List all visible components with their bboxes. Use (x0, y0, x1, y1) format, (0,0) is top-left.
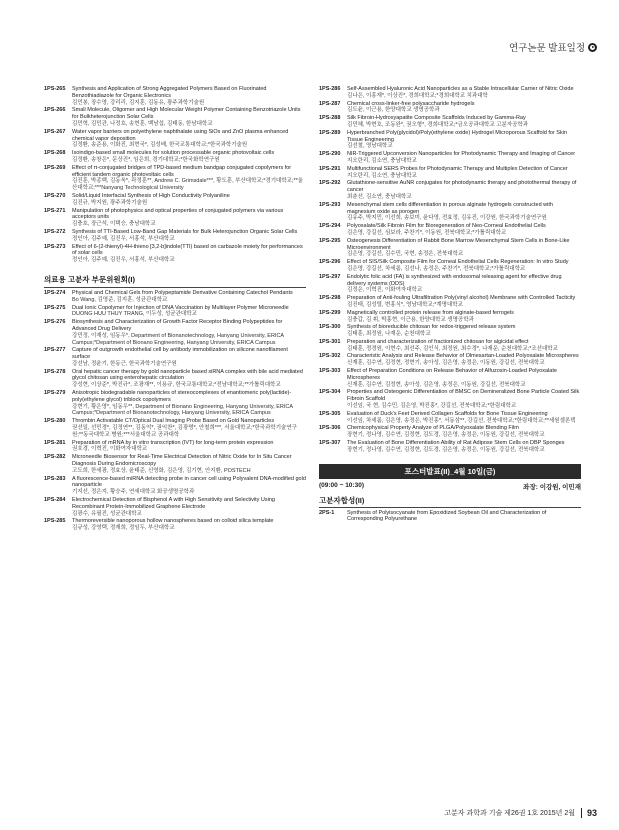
entry-authors: 최춘선, 김소연, 충남대학교 (347, 193, 412, 200)
entry-body (347, 259, 581, 273)
entry-title: Polyoxalate/Silk Fibroin Film for Bioregeneration of Neo-Corneal Endothelial Cells (347, 223, 546, 230)
page-footer (444, 808, 597, 818)
entry-authors: 김진규, 박지원, 광주과학기술원 (72, 199, 148, 206)
entry-body (72, 418, 306, 438)
entry-id: 1PS-292 (319, 180, 341, 187)
entry-id: 1PS-298 (319, 295, 341, 302)
entry-body (347, 440, 581, 454)
entry-id: 1PS-304 (319, 389, 341, 396)
entry-title: The Evaluation of Bone Differentiation Ability of Rat Adipose Stem Cells on DBP Sponges (347, 440, 565, 447)
entry-title: Oral hepatic cancer therapy by gold nanoparticle based siRNA complex with bile acid mediated glycol chitosan using enterohepatic circulation (72, 368, 303, 382)
list-item (319, 425, 581, 439)
list-item (44, 129, 306, 149)
entry-title: Isoindigo-based small molecules for solution processable organic photovoltaic cells (72, 150, 275, 157)
entry-title: Anisotropic biodegradable nanoparticles of stereocomplexes of enantiomeric poly(lactide)-poly(ethylene glycol) triblock copolymers (72, 390, 292, 403)
entry-authors: 김정은, 이혁진, 이화여자대학교 (347, 287, 423, 294)
entry-authors: 장현기, 정나영, 김수연, 김정현, 김도경, 김은영, 송정은, 이동원, 강길선, 전북대학교 (347, 446, 545, 453)
entry-id: 1PS-282 (44, 454, 66, 461)
entry-authors: 김나은, 이흥재*, 이상진*, 경희대학교;*경희대학교 치과대학 (347, 92, 488, 99)
entry-title: Magnetically controlled protein release from alginate-based ferrogels (347, 309, 514, 316)
list-item (319, 353, 581, 367)
entry-authors: 김은영, 강길선, 차세롬, 김선나, 송정은, 주찬기*, 전북대학교;*가톨릭대학교 (347, 265, 526, 272)
entry-body (72, 347, 306, 367)
entry-body (72, 305, 306, 319)
list-item (319, 238, 581, 258)
entry-title: Preparation of mRNA by in vitro transcription (IVT) for long-term protein expression (72, 439, 274, 446)
entry-authors: 고도희, 한세광, 정효상, 윤태준, 신영화, 김은영, 김기현, 안지환, POSTECH (72, 467, 251, 474)
list-item (319, 295, 581, 309)
list-item (319, 86, 581, 100)
entry-body (347, 101, 581, 115)
entry-id: 1PS-272 (44, 228, 66, 235)
entry-authors: 김민혁, 김민관, 나정호, 송현훈, 백남섭, 김태동, 한남대학교 (72, 120, 213, 127)
entry-body (72, 319, 306, 346)
entry-title: Synthesis of TTI-Based Low-Band Gap Materials for Bulk Heterojunction Organic Solar Cells (72, 228, 298, 235)
entry-body (72, 193, 306, 207)
entry-title: Glutathione-sensitive AuNR conjugates for photodynamic therapy and photothermal therapy of cancer (347, 180, 577, 194)
entry-id: 1PS-283 (44, 475, 66, 482)
entry-authors: Bo Wang, 김영준, 김지훈, 성균관대학교 (72, 296, 168, 303)
entry-authors: 김태훈, 최정원, 나재운, 순천대학교 (347, 331, 431, 338)
entry-authors: 김충호, 장근석, 이택승, 충남대학교 (72, 221, 156, 228)
entry-authors: 김태훈, 정경원, 이현수, 최선주, 김인식, 최정원, 최수경*, 나재운, 순천대학교;*조선대학교 (347, 345, 558, 352)
entry-authors: 김진태, 김성렬, 변홍식*, 영남대학교;*계명대학교 (347, 301, 463, 308)
entry-title: Microneedle Biosensor for Real-Time Electrical Detection of Nitric Oxide for In Situ Cancer Diagnosis During Endomicroscopy (72, 454, 292, 468)
list-item (44, 369, 306, 389)
entry-title: Effect of π-conjugated bridges of TPD-based medium bandgap conjugated copolymers for efficient tandem organic photovoltaic cells (72, 164, 292, 178)
entry-title: Solid/Liquid Interfacial Synthesis of High Conductivity Polyaniline (72, 192, 230, 199)
entry-body (347, 274, 581, 294)
entry-id: 1PS-299 (319, 309, 341, 316)
list-item (44, 476, 306, 496)
entry-title: Chemicophysical Property Analyze of PLGA/Polyoxalate Blending Film (347, 425, 519, 432)
entry-id: 1PS-275 (44, 304, 66, 311)
list-item (319, 440, 581, 454)
entry-id: 1PS-294 (319, 223, 341, 230)
entry-authors: 강선남, 정윤기, 한동근, 한국과학기술연구원 (72, 360, 177, 367)
entry-title: Physical and Chemical Gels from Polypeptamide Derivative Containing Catechol Pendants (72, 289, 293, 296)
list-item (319, 180, 581, 200)
entry-id: 1PS-301 (319, 338, 341, 345)
entry-title: Preparation of Anti-fouling Ultrafiltration Poly(vinyl alcohol) Membrane with Controlled Tacticity (347, 295, 576, 302)
list-item (319, 411, 581, 425)
list-item (319, 324, 581, 338)
entry-title: Endolytic folic acid (FA) is synthesized with endosomal releasing agent for effective drug delivery systems (DDS) (347, 273, 562, 287)
entry-body (72, 208, 306, 228)
entry-title: Electrochemical Detection of Bisphenol A with High Sensitivity and Selectivity Using Recombinant Protein-Immobilized Graphene Electrode (72, 497, 275, 510)
entry-body (72, 497, 306, 517)
entry-body (347, 324, 581, 338)
entry-body (347, 223, 581, 237)
entry-title: Properties and Osteogenic Differentiation of BMSC on Demineralized Bone Particle Coated Silk Fibroin Scaffold (347, 389, 580, 403)
entry-body (347, 425, 581, 439)
banner-time: (09:00 ~ 10:30) (319, 481, 364, 489)
right-entries-end (319, 510, 581, 524)
entry-authors: 권호경, 이혁진, 이화여자대학교 (72, 446, 148, 453)
entry-id: 1PS-265 (44, 86, 66, 92)
entry-id: 1PS-295 (319, 237, 341, 244)
entry-body (347, 295, 581, 309)
entry-body (72, 518, 306, 532)
entry-id: 1PS-278 (44, 368, 66, 375)
entry-title: Capture of outgrowth endothelial cell by antibody immobilization on silicone nanofilament surface (72, 347, 288, 361)
entry-title: Preparation and characterization of fractionized chitosan for algicidal effect (347, 338, 529, 345)
entry-body (347, 115, 581, 129)
list-item (44, 440, 306, 454)
list-item (44, 150, 306, 164)
right-entries (319, 86, 581, 454)
entry-body (347, 238, 581, 258)
list-item (44, 107, 306, 127)
entry-body (347, 353, 581, 367)
entry-id: 1PS-291 (319, 165, 341, 172)
entry-body (72, 290, 306, 304)
list-item (319, 101, 581, 115)
entry-title: Manipulation of photophysics and optical properties of conjugated polymers via various acceptors units (72, 207, 284, 221)
list-item (44, 418, 306, 438)
entry-id: 1PS-279 (44, 390, 66, 397)
entry-id: 1PS-280 (44, 418, 66, 425)
entry-id: 1PS-305 (319, 410, 341, 417)
list-item (44, 193, 306, 207)
entry-title: Water vapor barriers on polyethylene naphthalate using SiOx and ZnO plasma enhanced chemical vapor deposition (72, 128, 289, 142)
entry-id: 1PS-296 (319, 259, 341, 266)
entry-title: Silk Fibroin-Hydroxyapatite Composite Scaffolds Induced by Gamma-Ray (347, 115, 526, 122)
entry-authors: 신재훈, 김수연, 김정현, 정현기, 송아성, 김은영, 송정은, 이동원, 강길선, 전북대학교 (347, 360, 545, 367)
entry-authors: 이선임, 차세롬, 김은영, 송정은, 박진홍*, 서동삼**, 강길선, 전북대학교;*한림대학교;**세원셀론텍 (347, 417, 576, 424)
list-item (44, 497, 306, 517)
page-number: 93 (581, 808, 597, 818)
entry-authors: 김선철, 영남대학교 (347, 143, 393, 150)
entry-title: Effect of 6-(2-thienyl)-4H-thieno [3,2-b]indole(TTI) based on carbazole moiety for performances of solar cells (72, 243, 303, 257)
entry-authors: 강현기, 황은영*, 임동우**, Department of Bionano Engineering, Hanyang University, ERICA Campus;*Department of Bionanotechnology, Hanyang University, ERICA Campus (72, 403, 293, 417)
entry-authors: 이선임, 국 현, 김수민, 김은영, 박진홍*, 강길선, 전북대학교;*한림대학교 (347, 403, 517, 410)
entry-title: Synthesis of bioreducible chitosan for redox-triggered release system (347, 324, 516, 331)
banner-meta (319, 482, 581, 491)
entry-body (347, 389, 581, 409)
list-item (44, 208, 306, 228)
list-item (44, 347, 306, 367)
entry-title: Multifunctional SERS Probes for Photodynamic Therapy and Multiplex Detection of Cancer (347, 165, 568, 172)
right-column (319, 86, 581, 524)
entry-title: Osteogenesis Differentiation of Rabbit Bone Marrow Mesenchymal Stem Cells in Bone-Like Microenvironment (347, 237, 570, 251)
entry-authors: 강성현, 이상준*, 박진규*, 조광재**, 이용규, 한국교통대학교;*전남대학교;**가톨릭대학교 (72, 382, 281, 389)
entry-authors: 지오란리, 김소연, 충남대학교 (347, 172, 417, 179)
list-item (44, 518, 306, 532)
list-item (319, 310, 581, 324)
entry-id: 1PS-267 (44, 128, 66, 135)
entry-authors: 권선일, 선민경*, 김정연**, 김동억*, 권익찬*, 김광명*, 안철희***, 서울대학교;*한국과학기술연구원;**동국대학교 병원;***서울대학교 공과대학 (72, 425, 297, 438)
banner-chair: 좌장: 이강원, 이민재 (523, 483, 581, 491)
entry-title: Biosynthesis and Characterization of Growth Factor Receptor Binding Polypeptides for Advanced Drug Delivery (72, 319, 283, 332)
journal-info: 고분자 과학과 기술 제26권 1호 2015년 2월 (444, 810, 575, 817)
entry-body (347, 130, 581, 150)
left-column (44, 86, 306, 533)
entry-title: Synthesis and Application of Strong Aggregated Polymers Based on Fluorinated Benzothiadiazole for Organic Electronics (72, 86, 267, 99)
list-item (319, 151, 581, 165)
entry-title: Evaluation of Duck's Feet Derived Collagen Scaffolds for Bone Tissue Engineering (347, 410, 548, 417)
entry-body (347, 411, 581, 425)
section-title: 의료용 고분자 부문위원회(I) (44, 274, 306, 288)
entry-authors: 김은영, 강길선, 심보라, 주찬기*, 이동원, 전북대학교;*가톨릭대학교 (347, 229, 507, 236)
list-item (44, 305, 306, 319)
entry-authors: 정인아, 김주예, 김진우, 서홍석, 부산대학교 (72, 235, 175, 242)
entry-id: 1PS-277 (44, 347, 66, 354)
entry-id: 1PS-287 (319, 100, 341, 107)
entry-id: 1PS-271 (44, 207, 66, 214)
entry-id: 1PS-281 (44, 439, 66, 446)
list-item (44, 86, 306, 106)
entry-id: 1PS-266 (44, 107, 66, 114)
list-item (44, 290, 306, 304)
entry-authors: 강민정, 이재성, 임동우*, Department of Bionanotechnology, Hanyang University, ERICA Campus;*Department of Bionano Engineering, Hanyang University, ERICA Campus (72, 332, 284, 346)
entry-title: Chemical cross-linker-free polysaccharide hydrogels (347, 100, 475, 107)
entry-body (72, 454, 306, 474)
entry-authors: 김충갑, 김 휘, 박홍현, 이근용, 한양대학교 생명공학과 (347, 316, 474, 323)
entry-id: 1PS-285 (44, 518, 66, 525)
entry-body (72, 390, 306, 417)
entry-authors: 신재훈, 김수연, 김정현, 송아성, 김은영, 송정은, 이동원, 강길선, 전북대학교 (347, 381, 526, 388)
entry-title: Hyperbranched Poly(glycidol)/Poly(ethylene oxide) Hydrogel Microporous Scaffold for Skin Tissue Engineering (347, 129, 568, 143)
entry-id: 1PS-290 (319, 151, 341, 158)
entry-authors: 기지선, 정은지, 황승주, 연세대학교 화공생명공학과 (72, 489, 195, 496)
sub-heading: 고분자합성(II) (319, 495, 581, 508)
entry-id: 1PS-274 (44, 289, 66, 296)
entry-authors: 김민봉, 장수영, 강리리, 김지훈, 김동유, 광주과학기술원 (72, 99, 205, 106)
list-item (319, 202, 581, 222)
entry-title: NIR-Triggered Upconversion Nanoparticles for Photodynamic Therapy and Imaging of Cancer (347, 151, 576, 158)
entry-authors: 김은영, 강길선, 김수민, 국현, 송정은, 전북대학교 (347, 251, 464, 258)
entry-body (347, 310, 581, 324)
entry-id: 1PS-300 (319, 324, 341, 331)
entry-authors: 김유주, 박지민, 이선희, 송보미, 윤다영, 전효정, 김유진, 이강원, 한국과학기술연구원 (347, 215, 547, 222)
entry-title: Thrombin Activatable CT/Optical Dual Imaging Probe Based on Gold Nanoparticles (72, 418, 275, 425)
entry-body (72, 476, 306, 496)
entry-authors: 장현기, 정나영, 김수연, 김정현, 김도경, 김은영, 송정은, 이동원, 강길선, 전북대학교 (347, 432, 545, 439)
entry-body (72, 86, 306, 106)
entry-id: 1PS-303 (319, 368, 341, 375)
entry-body (72, 107, 306, 127)
entry-id: 1PS-284 (44, 497, 66, 504)
entry-body (72, 229, 306, 243)
entry-authors: 김규성, 강영택, 정재희, 정임두, 부산대학교 (72, 525, 175, 532)
entry-id: 2PS-1 (319, 509, 335, 516)
entry-id: 1PS-270 (44, 192, 66, 199)
entry-id: 1PS-307 (319, 440, 341, 447)
entry-body (72, 129, 306, 149)
entry-title: Effect of Preparation Conditions on Release Behavior of Alfuzosin-Loaded Polyoxalate Microspheres (347, 368, 557, 381)
entry-authors: 지오란리, 김소연, 충남대학교 (347, 157, 417, 164)
entry-id: 1PS-273 (44, 243, 66, 250)
entry-id: 1PS-288 (319, 115, 341, 122)
entry-body (347, 151, 581, 165)
list-item (319, 166, 581, 180)
entry-title: Synthesis of Polyisocyanate from Epoxidized Soybean Oil and Characterization of Corresponding Polyurethane (347, 509, 547, 523)
entry-title: Mesenchymal stem cells differentiation in porous alginate hydrogels constructed with magnesium oxide as porogen (347, 201, 553, 215)
list-item (319, 339, 581, 353)
entry-title: Effect of SIS/Silk Composite Film for Corneal Endothelial Cells Regeneration: In vitro Study (347, 259, 569, 266)
entry-id: 1PS-269 (44, 164, 66, 171)
list-item (44, 229, 306, 243)
entry-authors: 김진훈, 박종백, 김동욱*, 곽정훈**, Andrew C. Grimsdale***, 황도훈, 부산대학교;*경기대학교;**울산대학교;***Nanyang Technological University (72, 178, 304, 192)
list-item (319, 368, 581, 388)
list-item (44, 454, 306, 474)
entry-body (347, 86, 581, 100)
list-item (44, 319, 306, 346)
entry-body (347, 368, 581, 388)
entry-body (72, 369, 306, 389)
entry-title: Characteristic Analysis and Release Behavior of Olmesartan-Loaded Polyoxalate Microspheres (347, 353, 579, 360)
entry-id: 1PS-286 (319, 86, 341, 92)
list-item (44, 244, 306, 264)
entry-body (347, 510, 581, 524)
entry-authors: 김광수, 유필진, 성균관대학교 (72, 510, 142, 517)
entry-id: 1PS-268 (44, 150, 66, 157)
entry-title: Thermoreversible nanoporous hollow nanospheres based on colloid silica template (72, 518, 274, 525)
entry-id: 1PS-302 (319, 353, 341, 360)
entry-body (72, 244, 306, 264)
list-item (44, 390, 306, 417)
list-item (319, 259, 581, 273)
entry-id: 1PS-306 (319, 425, 341, 432)
entry-id: 1PS-289 (319, 129, 341, 136)
entry-authors: 김정환, 송준용, 이화진, 최현국*, 김성배, 한국교통대학교;*한국과학기술원 (72, 142, 248, 149)
entry-authors: 김도윤, 이근용, 한양대학교 생명공학과 (347, 107, 440, 114)
list-item (319, 389, 581, 409)
list-item (319, 130, 581, 150)
entry-title: Dual Ionic Copolymer for Injection of DNA Vaccination by Multilayer Polymer Microneedle (72, 304, 289, 311)
list-item (319, 115, 581, 129)
entry-body (72, 440, 306, 454)
entry-body (72, 150, 306, 164)
entry-id: 1PS-276 (44, 319, 66, 326)
entry-title: A fluorescence-based miRNA detecting probe in cancer cell using Polyvalent DNA-modified gold nanoparticle (72, 475, 306, 489)
list-item (44, 165, 306, 192)
entry-authors: 김민혜, 박현호, 조동완*, 권오형*, 경희대학교;*금오공과대학교 고분자공학과 (347, 121, 529, 128)
list-item (319, 510, 581, 524)
entry-body (347, 339, 581, 353)
entry-authors: 김정환, 송창은*, 문상진*, 임은희, 경기대학교;*한국화학연구원 (72, 156, 220, 163)
header-title: 연구논문 발표일정 (508, 43, 585, 54)
entry-body (347, 180, 581, 200)
entry-title: Self-Assembled Hyaluronic Acid Nanoparticles as a Stable Intracellular Carrier of Nitric Oxide (347, 86, 574, 92)
entry-authors: DUONG HUU THUY TRANG, 이두성, 성균관대학교 (72, 311, 197, 318)
list-item (319, 274, 581, 294)
entry-body (72, 165, 306, 192)
entry-title: Small Molecule, Oligomer and High Molecular Weight Polymer Containing Benzotriazole Units for Bulkheterojunction Solar Cells (72, 107, 301, 121)
left-entries-top (44, 86, 306, 264)
running-header (509, 40, 597, 54)
left-entries-bottom (44, 290, 306, 532)
entry-body (347, 202, 581, 222)
entry-body (347, 166, 581, 180)
play-circle-icon (588, 43, 597, 52)
poster-banner: 포스터발표(II)_4월 10일(금) (319, 464, 581, 479)
entry-authors: 정인아, 김주예, 김진우, 서홍석, 부산대학교 (72, 257, 175, 264)
entry-id: 1PS-297 (319, 273, 341, 280)
list-item (319, 223, 581, 237)
entry-id: 1PS-293 (319, 201, 341, 208)
